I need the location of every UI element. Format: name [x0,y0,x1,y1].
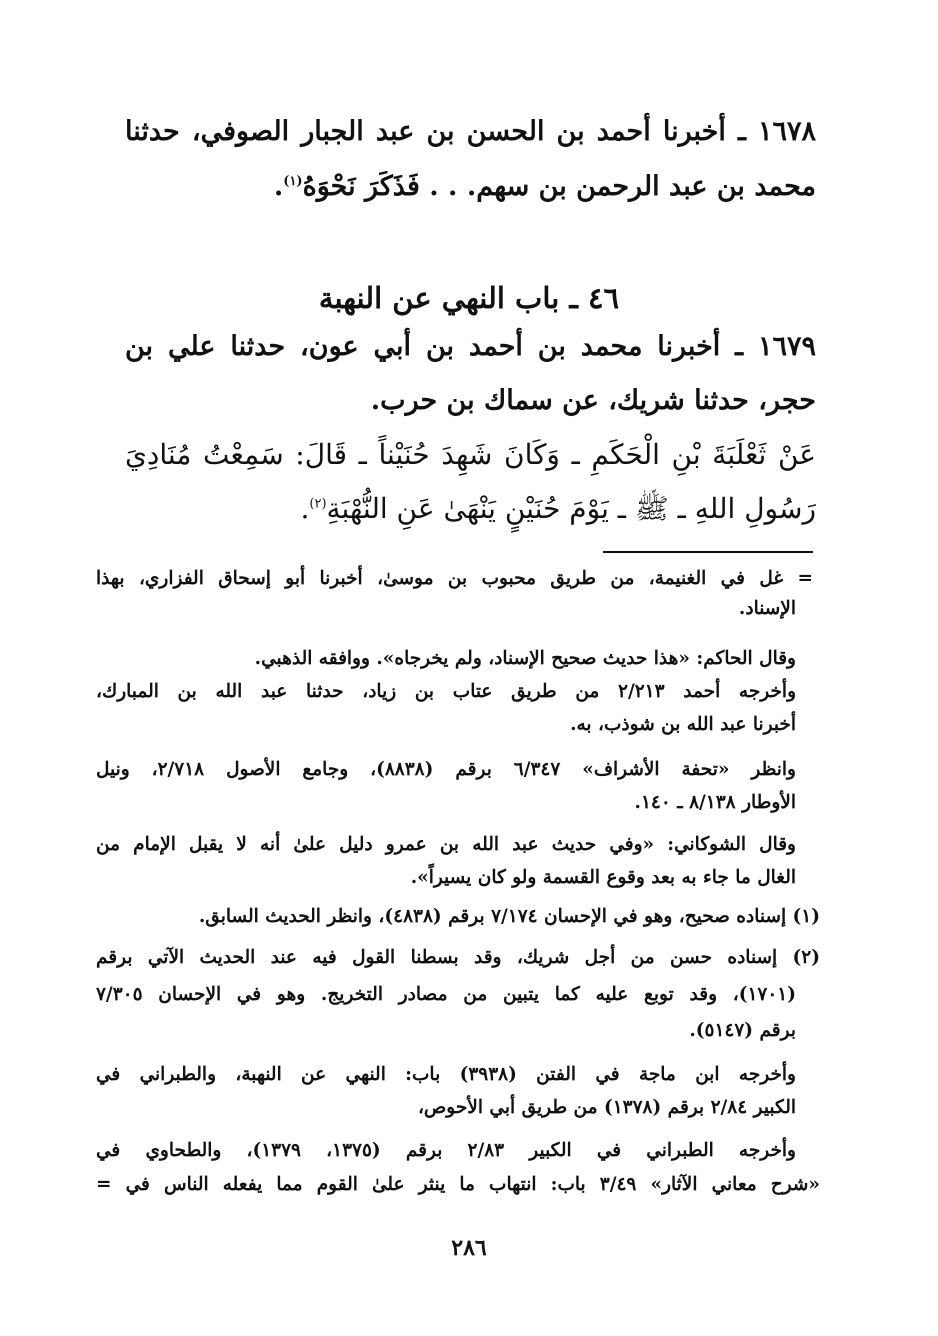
hadith-1679-matn-line-2 [0,487,816,531]
hadith-1678-line-2-text: محمد بن عبد الرحمن بن سهم. . . فَذَكَرَ نَحْوَهُ [302,171,816,202]
footnote-ibn-maja-line-1: وأخرجه ابن ماجة في الفتن (٣٩٣٨) باب: النهي عن النهبة، والطبراني في [96,1064,796,1085]
footnote-ref-2: (٢) [309,496,327,512]
footnote-2-line-1: (٢) إسناده حسن من أجل شريك، وقد بسطنا القول فيه عند الحديث الآتي برقم [96,947,820,968]
hadith-1678-line-2-end: . [273,171,284,202]
footnote-ahmad-line-1: وأخرجه أحمد ٢/٢١٣ من طريق عتاب بن زياد، حدثنا عبد الله بن المبارك، [96,681,797,702]
footnote-tabarani-line-1: وأخرجه الطبراني في الكبير ٢/٨٣ برقم (١٣٧٥، ١٣٧٩)، والطحاوي في [96,1140,796,1161]
chapter-heading: ٤٦ ـ باب النهي عن النهبة [318,281,620,315]
page-number: ٢٨٦ [451,1235,487,1261]
footnote-1: (١) إسناده صحيح، وهو في الإحسان ٧/١٧٤ برقم (٤٨٣٨)، وانظر الحديث السابق. [198,906,820,927]
footnote-continuation-line-2: الإسناد. [738,598,796,619]
hadith-1679-matn-line-1: عَنْ ثَعْلَبَةَ بْنِ الْحَكَمِ ـ وَكَانَ شَهِدَ حُنَيْناً ـ قَالَ: سَمِعْتُ مُنَادِيَ [125,438,816,471]
footnote-divider [603,551,813,553]
footnote-ibn-maja-line-2: الكبير ٢/٨٤ برقم (١٣٧٨) من طريق أبي الأحوص، [417,1097,796,1118]
hadith-1679-line-2: حجر، حدثنا شريك، عن سماك بن حرب. [370,385,816,416]
footnote-ref-1: (١) [283,174,303,189]
hadith-1679-matn-end: . [300,492,310,525]
footnote-shawkani-line-2: الغال ما جاء به بعد وقوع القسمة ولو كان يسيراً». [410,867,796,888]
footnote-continuation-line-1: = غل في الغنيمة، من طريق محبوب بن موسىٰ، أخبرنا أبو إسحاق الفزاري، بهذا [96,568,813,589]
footnote-2-line-2: (١٧٠١)، وقد توبع عليه كما يتبين من مصادر التخريج. وهو في الإحسان ٧/٣٠٥ [96,984,796,1005]
footnote-2-line-3: برقم (٥١٤٧). [689,1020,796,1041]
footnote-tuhfa-line-1: وانظر «تحفة الأشراف» ٦/٣٤٧ برقم (٨٨٣٨)، وجامع الأصول ٢/٧١٨، ونيل [96,759,796,780]
footnote-tuhfa-line-2: الأوطار ٨/١٣٨ ـ ١٤٠. [634,792,796,813]
hadith-1678-line-2 [0,167,816,207]
hadith-1678-line-1: ١٦٧٨ ـ أخبرنا أحمد بن الحسن بن عبد الجبار الصوفي، حدثنا [125,116,816,147]
hadith-1679-line-1: ١٦٧٩ ـ أخبرنا محمد بن أحمد بن أبي عون، حدثنا علي بن [125,331,816,362]
footnote-ahmad-line-2: أخبرنا عبد الله بن شوذب، به. [570,714,796,735]
footnote-tabarani-line-2: «شرح معاني الآثار» ٣/٤٩ باب: انتهاب ما ينثر علىٰ القوم مما يفعله الناس في = [96,1174,820,1195]
footnote-hakim: وقال الحاكم: «هذا حديث صحيح الإسناد، ولم يخرجاه». ووافقه الذهبي. [254,648,796,669]
hadith-1679-matn-line-2-text: رَسُولِ اللهِ ـ ﷺ ـ يَوْمَ حُنَيْنٍ يَنْهَىٰ عَنِ النُّهْبَةِ [326,492,816,525]
footnote-shawkani-line-1: وقال الشوكاني: «وفي حديث عبد الله بن عمرو دليل علىٰ أنه لا يقبل الإمام من [96,834,796,855]
